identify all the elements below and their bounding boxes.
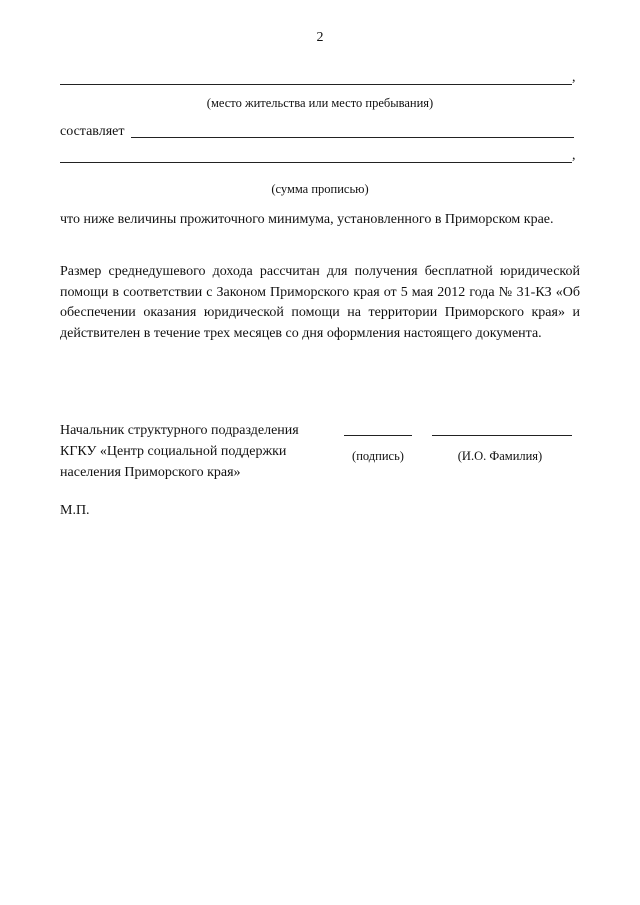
signer-line-1: Начальник структурного подразделения — [60, 423, 299, 438]
seal-label: М.П. — [60, 503, 90, 518]
amount-line-comma: , — [572, 148, 576, 163]
signer-line-3: населения Приморского края» — [60, 465, 241, 480]
amount-blank-line-1 — [131, 137, 574, 138]
paragraph-minimum: что ниже величины прожиточного минимума, установленного в Приморском крае. — [60, 212, 554, 227]
page-number: 2 — [316, 30, 324, 45]
residence-caption: (место жительства или место пребывания) — [206, 96, 434, 110]
full-name-blank-line — [432, 435, 572, 436]
signer-line-2: КГКУ «Центр социальной поддержки — [60, 444, 287, 459]
full-name-caption: (И.О. Фамилия) — [457, 449, 543, 463]
paragraph-legal-basis: Размер среднедушевого дохода рассчитан для получения бесплатной юридической помощи в соответствии с Законом Приморского края от 5 мая 2012 года № 31-КЗ «Об обеспечении оказания юридической помощи на территории Приморского края» и действителен в течение трех месяцев со дня оформления настоящего документа. — [60, 264, 580, 341]
residence-blank-line — [60, 84, 572, 85]
residence-line-comma: , — [572, 70, 576, 85]
signature-caption: (подпись) — [352, 449, 404, 463]
signer-title — [60, 420, 340, 483]
signature-blank-line — [344, 435, 412, 436]
amount-label: составляет — [60, 124, 125, 139]
amount-caption: (сумма прописью) — [271, 182, 369, 196]
amount-blank-line-2 — [60, 162, 572, 163]
